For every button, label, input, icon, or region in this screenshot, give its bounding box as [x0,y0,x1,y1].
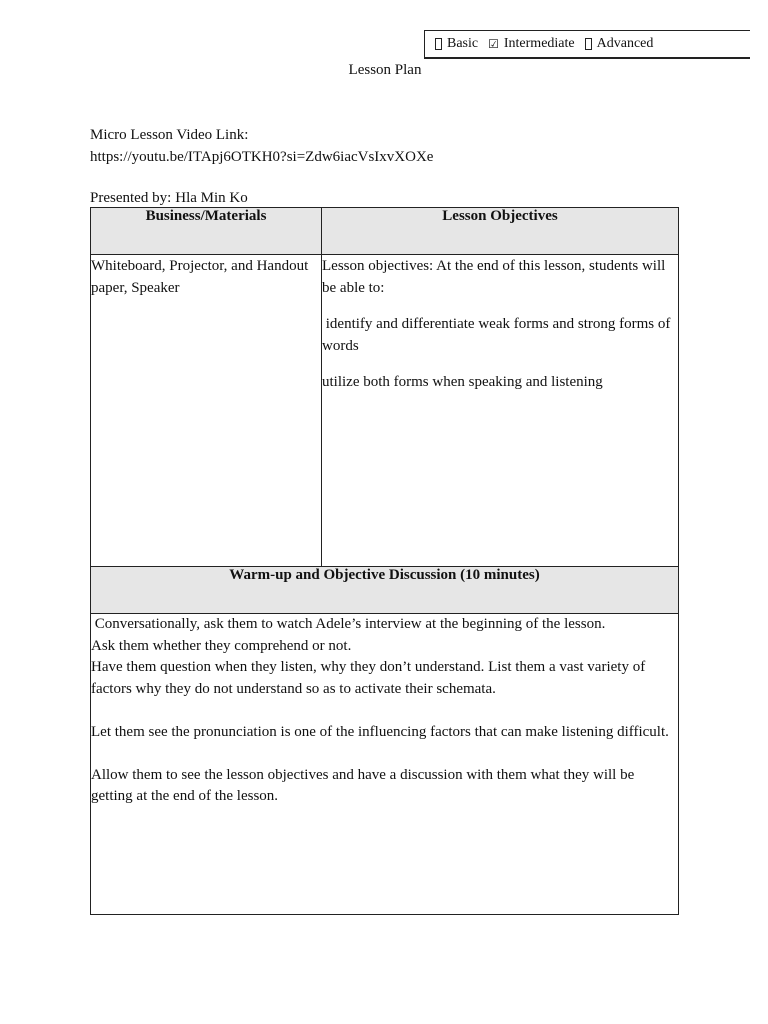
level-label-basic: Basic [447,36,479,51]
presenter-line [90,187,248,209]
video-link-url[interactable]: https://youtu.be/ITApj6OTKH0?si=Zdw6iacVsIxvXOXe [90,149,434,165]
warmup-cell [91,614,679,915]
objective-item: identify and differentiate weak forms and strong forms of words [322,316,675,354]
lesson-plan-table [90,207,679,915]
empty-checkbox-icon [585,38,592,50]
level-option-advanced[interactable] [585,36,654,52]
empty-checkbox-icon [435,38,442,50]
level-selector [424,30,750,59]
materials-header: Business/Materials [91,208,322,255]
warmup-header: Warm-up and Objective Discussion (10 minutes) [91,567,679,614]
presenter-name: Hla Min Ko [175,190,248,206]
warmup-paragraph: Ask them whether they comprehend or not. [91,637,352,654]
warmup-paragraph: Let them see the pronunciation is one of the influencing factors that can make listening difficult. [91,723,669,740]
level-label-intermediate: Intermediate [503,36,575,51]
level-option-intermediate[interactable] [488,36,575,52]
level-label-advanced: Advanced [596,36,654,51]
materials-text: Whiteboard, Projector, and Handout paper, Speaker [91,258,309,296]
level-option-basic[interactable] [435,36,478,52]
materials-cell [91,255,322,567]
objectives-intro: Lesson objectives: At the end of this lesson, students will be able to: [322,258,666,296]
checked-checkbox-icon: ☑ [488,37,499,51]
objective-item: utilize both forms when speaking and listening [322,374,603,390]
presenter-label: Presented by: [90,190,172,206]
video-link-label: Micro Lesson Video Link: [90,127,249,143]
warmup-paragraph: Have them question when they listen, why they don’t understand. List them a vast variety of factors why they do not understand so as to activate their schemata. [91,659,646,697]
objectives-cell [322,255,679,567]
warmup-paragraph: Conversationally, ask them to watch Adele’s interview at the beginning of the lesson. [91,616,606,632]
warmup-paragraph: Allow them to see the lesson objectives and have a discussion with them what they will be getting at the end of the lesson. [91,766,635,804]
objectives-header: Lesson Objectives [322,208,679,255]
page-title: Lesson Plan [348,62,422,78]
